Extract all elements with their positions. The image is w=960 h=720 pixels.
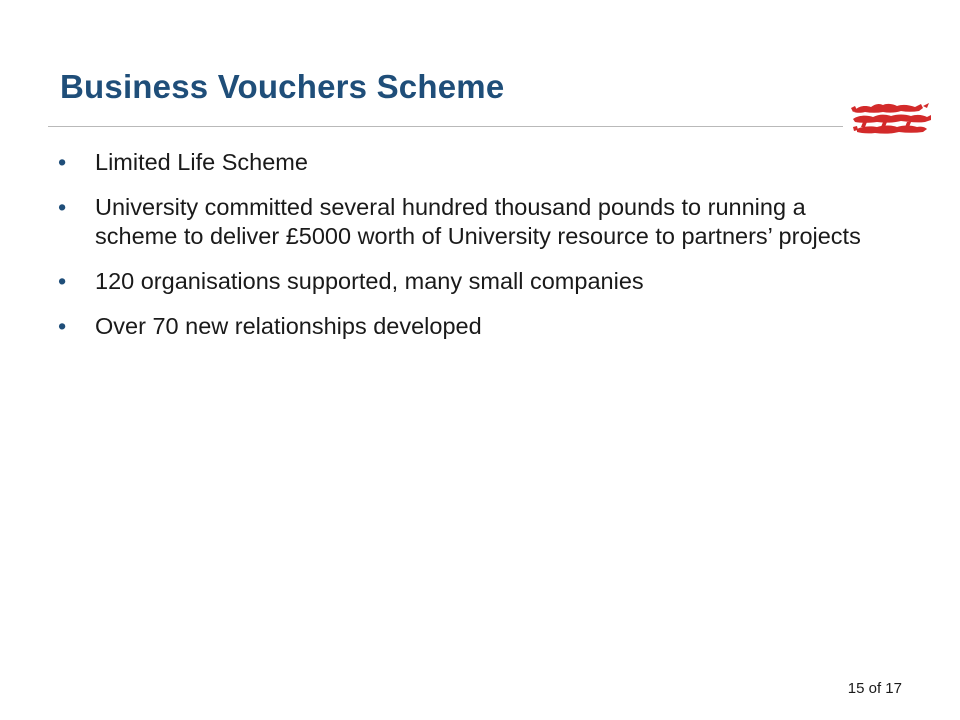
- lions-crest-icon: [849, 100, 933, 136]
- title-divider: [48, 126, 843, 127]
- bullet-text: University committed several hundred thousand pounds to running a scheme to deliver £5000 worth of University resource to partners’ projects: [95, 194, 861, 249]
- bullet-list: [58, 148, 888, 357]
- list-item: [58, 267, 888, 296]
- bullet-text: Limited Life Scheme: [95, 149, 308, 175]
- bullet-icon: •: [58, 194, 67, 220]
- list-item: [58, 312, 888, 341]
- list-item: [58, 193, 888, 251]
- list-item: [58, 148, 888, 177]
- bullet-text: Over 70 new relationships developed: [95, 313, 482, 339]
- bullet-icon: •: [58, 268, 67, 294]
- slide-title: Business Vouchers Scheme: [60, 68, 505, 105]
- bullet-text: 120 organisations supported, many small companies: [95, 268, 644, 294]
- bullet-icon: •: [58, 149, 67, 175]
- page-number: 15 of 17: [847, 680, 902, 697]
- bullet-icon: •: [58, 313, 67, 339]
